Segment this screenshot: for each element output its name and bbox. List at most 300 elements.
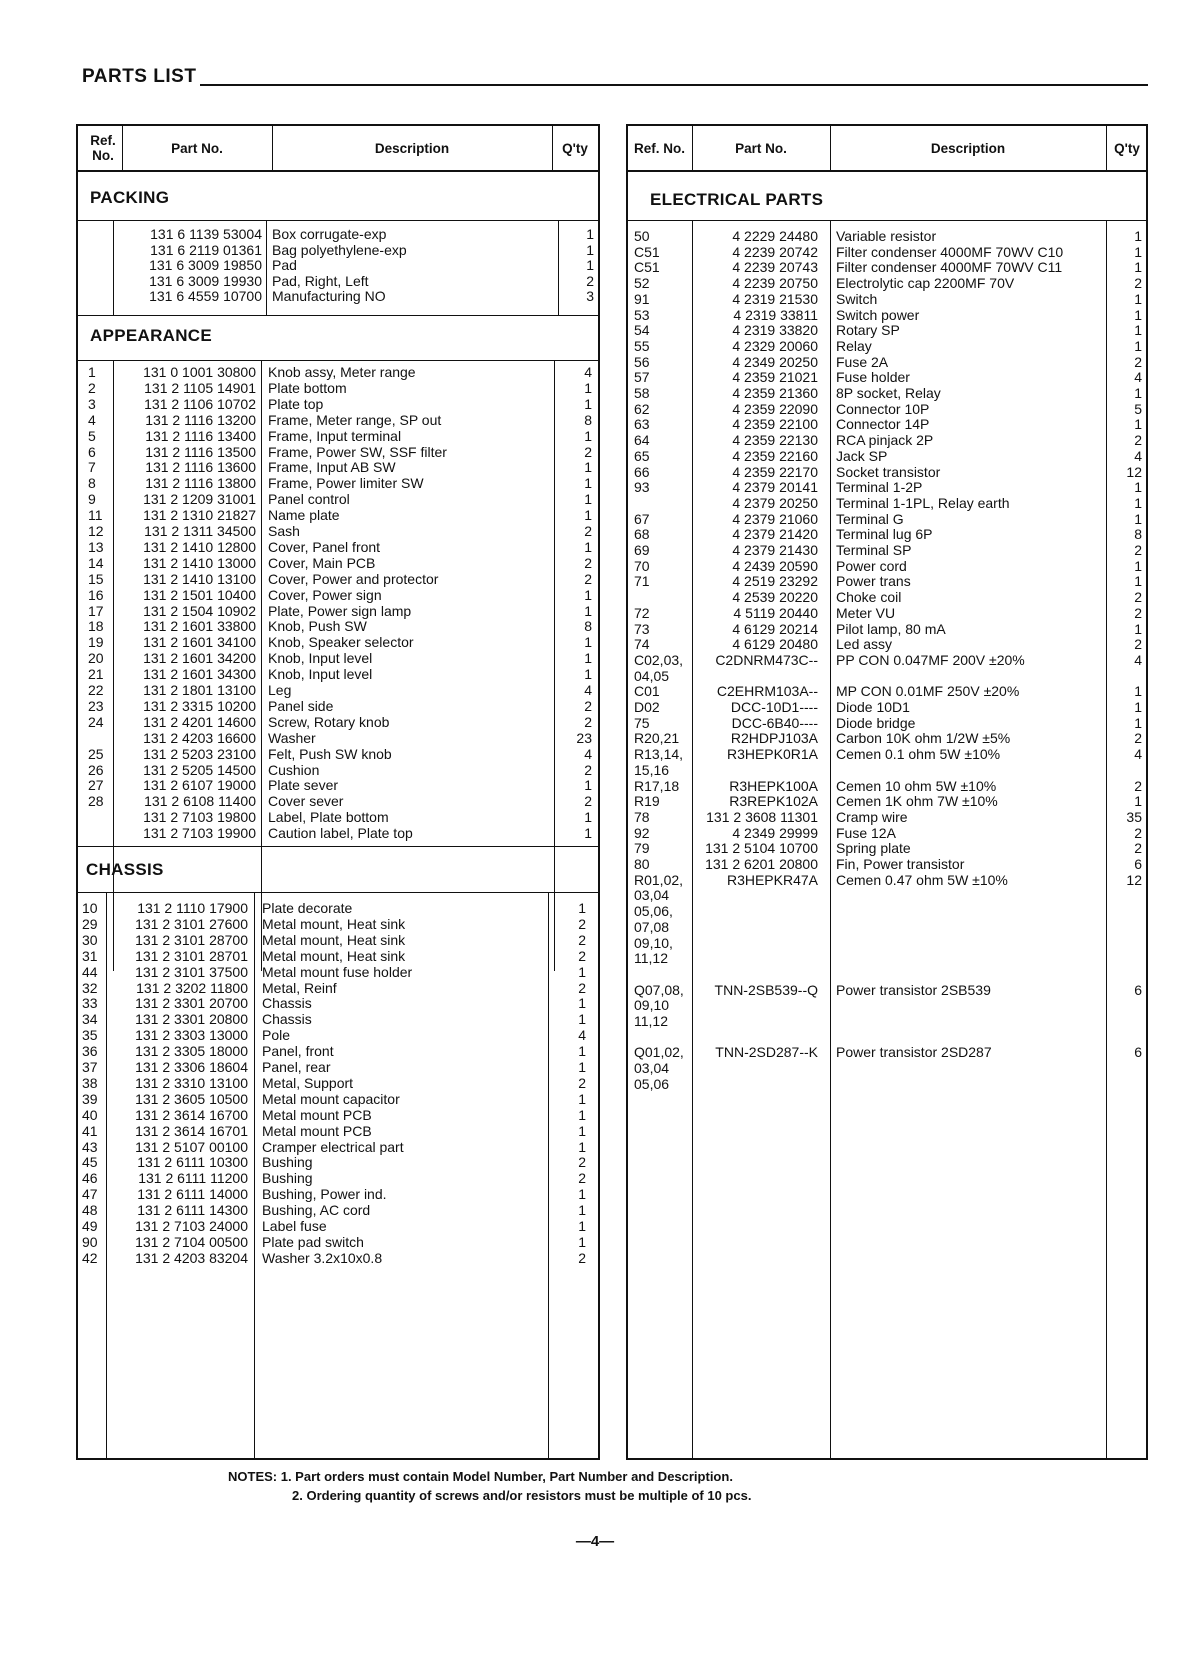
table-row <box>78 666 598 682</box>
ref-cell: 66 <box>634 463 650 480</box>
qty-cell: 1 <box>584 602 592 619</box>
qty-cell: 1 <box>1134 290 1142 307</box>
description-cell: Pole <box>262 1027 291 1044</box>
description-cell: Plate, Power sign lamp <box>268 602 412 619</box>
description-cell: Manufacturing NO <box>272 288 386 305</box>
part-no-cell: 4 2359 22130 <box>732 432 818 449</box>
description-cell: PP CON 0.047MF 200V ±20% <box>836 651 1025 668</box>
part-no-cell: 131 2 5104 10700 <box>705 840 818 857</box>
table-row <box>78 714 598 730</box>
table-row <box>78 555 598 571</box>
table-row <box>628 526 1146 542</box>
qty-cell: 8 <box>584 618 592 635</box>
table-row <box>78 730 598 746</box>
table-row <box>78 1123 598 1139</box>
part-no-cell: 131 2 3301 20700 <box>135 995 248 1012</box>
description-cell: Panel, front <box>262 1043 334 1060</box>
part-no-cell: 131 2 3101 28700 <box>135 931 248 948</box>
part-no-cell: 131 2 6108 11400 <box>144 793 256 810</box>
qty-cell: 2 <box>1134 824 1142 841</box>
qty-cell: 1 <box>578 1090 586 1107</box>
table-row <box>628 887 1146 903</box>
ref-cell: 03,04 <box>634 1060 670 1077</box>
ref-cell: 71 <box>634 573 650 590</box>
ref-cell: 07,08 <box>634 918 670 935</box>
qty-cell: 2 <box>1134 589 1142 606</box>
part-no-cell: 131 2 5203 23100 <box>143 745 256 762</box>
table-row <box>628 307 1146 323</box>
ref-cell: 10 <box>82 900 98 916</box>
part-no-cell: 131 2 1116 13200 <box>145 411 256 428</box>
ref-cell: 63 <box>634 416 650 433</box>
description-cell: Frame, Meter range, SP out <box>268 411 442 428</box>
description-cell: Plate sever <box>268 777 339 794</box>
ref-cell: 1 <box>88 364 96 380</box>
table-row <box>78 932 598 948</box>
qty-cell: 4 <box>584 364 592 380</box>
qty-cell: 2 <box>1134 730 1142 747</box>
table-row <box>78 257 598 273</box>
note-line-2: 2. Ordering quantity of screws and/or resistors must be multiple of 10 pcs. <box>292 1488 752 1503</box>
description-cell: Metal mount, Heat sink <box>262 915 406 932</box>
table-row <box>78 995 598 1011</box>
table-row <box>628 840 1146 856</box>
part-no-cell: 131 2 1116 13500 <box>145 443 256 460</box>
ref-cell: 15 <box>88 570 104 587</box>
qty-cell: 1 <box>1134 557 1142 574</box>
header-description: Description <box>374 140 450 156</box>
qty-cell: 23 <box>576 729 592 746</box>
description-cell: Plate pad switch <box>262 1233 364 1250</box>
part-no-cell: 4 6129 20480 <box>732 636 818 653</box>
ref-cell: 04,05 <box>634 667 670 684</box>
part-no-cell: TNN-2SB539--Q <box>714 981 818 998</box>
description-cell: Bushing, Power ind. <box>262 1186 387 1203</box>
table-row <box>628 935 1146 951</box>
qty-cell: 1 <box>1134 322 1142 339</box>
description-cell: Metal mount fuse holder <box>262 963 413 980</box>
table-row <box>78 587 598 603</box>
right-header-divider-1 <box>692 126 693 170</box>
description-cell: Cemen 10 ohm 5W ±10% <box>836 777 997 794</box>
table-row <box>78 980 598 996</box>
table-row <box>78 793 598 809</box>
ref-cell: 35 <box>82 1027 98 1044</box>
ref-cell: 79 <box>634 840 650 857</box>
qty-cell: 1 <box>578 995 586 1012</box>
part-no-cell: 131 2 1116 13800 <box>145 475 256 492</box>
table-row <box>78 1218 598 1234</box>
part-no-cell: 131 2 4203 16600 <box>143 729 256 746</box>
ref-cell: 19 <box>88 634 104 651</box>
part-no-cell: 4 2229 24480 <box>732 228 818 244</box>
description-cell: Bushing <box>262 1154 313 1171</box>
table-row <box>628 746 1146 762</box>
description-cell: Frame, Input terminal <box>268 427 402 444</box>
part-no-cell: 131 2 6111 10300 <box>137 1154 248 1171</box>
ref-cell: 48 <box>82 1202 98 1219</box>
part-no-cell: 4 2539 20220 <box>732 589 818 606</box>
part-no-cell: 131 2 1504 10902 <box>143 602 256 619</box>
description-cell: Led assy <box>836 636 893 653</box>
ref-cell: 05,06 <box>634 1075 670 1092</box>
qty-cell: 1 <box>584 586 592 603</box>
qty-cell: 1 <box>578 900 586 916</box>
ref-cell: R17,18 <box>634 777 680 794</box>
ref-cell: 23 <box>88 697 104 714</box>
section-electrical-parts: ELECTRICAL PARTS <box>650 190 824 209</box>
ref-cell: 72 <box>634 604 650 621</box>
table-row <box>628 589 1146 605</box>
table-row <box>628 244 1146 260</box>
ref-cell: C51 <box>634 243 660 260</box>
table-row <box>628 322 1146 338</box>
part-no-cell: 4 2359 21021 <box>732 369 818 386</box>
table-row <box>628 778 1146 794</box>
ref-cell: 90 <box>82 1233 98 1250</box>
table-row <box>78 226 598 242</box>
electrical-divider <box>628 220 1146 221</box>
packing-divider <box>78 220 598 221</box>
header-part-no: Part No. <box>735 140 787 156</box>
ref-cell: 14 <box>88 554 104 571</box>
part-no-cell: 131 6 3009 19930 <box>149 272 262 289</box>
ref-cell: Q01,02, <box>634 1044 684 1061</box>
table-row <box>78 603 598 619</box>
table-row <box>628 982 1146 998</box>
qty-cell: 2 <box>1134 840 1142 857</box>
qty-cell: 6 <box>1134 856 1142 872</box>
ref-cell: 2 <box>88 379 96 396</box>
table-row <box>78 288 598 304</box>
table-row <box>628 511 1146 527</box>
description-cell: Washer 3.2x10x0.8 <box>262 1249 383 1266</box>
part-no-cell: 131 2 1601 34100 <box>143 634 256 651</box>
table-row <box>628 573 1146 589</box>
chassis-divider <box>78 892 598 893</box>
table-row <box>628 730 1146 746</box>
qty-cell: 2 <box>578 931 586 948</box>
qty-cell: 1 <box>584 491 592 508</box>
qty-cell: 1 <box>1134 620 1142 637</box>
qty-cell: 2 <box>584 761 592 778</box>
qty-cell: 2 <box>584 697 592 714</box>
qty-cell: 1 <box>1134 385 1142 401</box>
description-cell: Box corrugate-exp <box>272 226 387 242</box>
description-cell: Panel side <box>268 697 334 714</box>
part-no-cell: 131 2 1601 34300 <box>143 666 256 683</box>
table-row <box>78 1186 598 1202</box>
description-cell: Panel, rear <box>262 1059 331 1075</box>
qty-cell: 2 <box>578 979 586 996</box>
ref-cell: 22 <box>88 682 104 698</box>
part-no-cell: 131 2 6111 14000 <box>137 1186 248 1203</box>
part-no-cell: 4 2439 20590 <box>732 557 818 574</box>
qty-cell: 1 <box>1134 714 1142 731</box>
description-cell: Fin, Power transistor <box>836 856 965 872</box>
part-no-cell: 131 2 5107 00100 <box>135 1138 248 1155</box>
part-no-cell: 131 2 3101 28701 <box>135 947 248 964</box>
ref-cell: 9 <box>88 491 96 508</box>
qty-cell: 1 <box>584 825 592 842</box>
qty-cell: 1 <box>584 475 592 492</box>
description-cell: Pilot lamp, 80 mA <box>836 620 946 637</box>
part-no-cell: 131 2 1410 13100 <box>143 570 256 587</box>
part-no-cell: R3HEPK100A <box>729 777 818 794</box>
part-no-cell: 131 6 1139 53004 <box>150 226 262 242</box>
qty-cell: 8 <box>584 411 592 428</box>
table-row <box>628 542 1146 558</box>
description-cell: Cramper electrical part <box>262 1138 404 1155</box>
qty-cell: 1 <box>1134 510 1142 527</box>
qty-cell: 1 <box>578 1122 586 1139</box>
qty-cell: 2 <box>1134 275 1142 292</box>
description-cell: Fuse 2A <box>836 353 889 370</box>
part-no-cell: 131 2 3310 13100 <box>135 1074 248 1091</box>
part-no-cell: 131 2 3614 16700 <box>135 1106 248 1123</box>
part-no-cell: 131 2 3301 20800 <box>135 1011 248 1028</box>
ref-cell: 6 <box>88 443 96 460</box>
ref-cell: 30 <box>82 931 98 948</box>
description-cell: Relay <box>836 337 872 354</box>
description-cell: Terminal lug 6P <box>836 526 933 543</box>
qty-cell: 6 <box>1134 1044 1142 1061</box>
qty-cell: 2 <box>1134 604 1142 621</box>
ref-cell: 47 <box>82 1186 98 1203</box>
table-row <box>628 385 1146 401</box>
qty-cell: 4 <box>584 745 592 762</box>
part-no-cell: 4 2239 20742 <box>732 243 818 260</box>
table-row <box>78 916 598 932</box>
table-row <box>628 228 1146 244</box>
part-no-cell: 4 2359 22160 <box>732 447 818 464</box>
ref-cell: 53 <box>634 306 650 323</box>
ref-cell: C01 <box>634 683 660 700</box>
description-cell: Label fuse <box>262 1218 327 1234</box>
description-cell: Variable resistor <box>836 228 937 244</box>
ref-cell: 73 <box>634 620 650 637</box>
table-row <box>78 1091 598 1107</box>
description-cell: 8P socket, Relay <box>836 385 941 401</box>
description-cell: Meter VU <box>836 604 896 621</box>
part-no-cell: 131 2 3202 11800 <box>136 979 248 996</box>
table-row <box>628 605 1146 621</box>
qty-cell: 4 <box>578 1027 586 1044</box>
part-no-cell: 131 2 1209 31001 <box>143 491 256 508</box>
part-no-cell: 4 2379 21060 <box>732 510 818 527</box>
description-cell: Filter condenser 4000MF 70WV C11 <box>836 259 1063 276</box>
ref-cell: 70 <box>634 557 650 574</box>
table-row <box>78 1250 598 1266</box>
qty-cell: 1 <box>578 1186 586 1203</box>
description-cell: Connector 14P <box>836 416 930 433</box>
part-no-cell: C2DNRM473C-- <box>715 651 818 668</box>
qty-cell: 1 <box>1134 228 1142 244</box>
table-row <box>78 1202 598 1218</box>
description-cell: Metal, Support <box>262 1074 354 1091</box>
qty-cell: 1 <box>578 1202 586 1219</box>
qty-cell: 1 <box>1134 479 1142 496</box>
description-cell: RCA pinjack 2P <box>836 432 934 449</box>
qty-cell: 35 <box>1126 808 1142 825</box>
description-cell: Power transistor 2SD287 <box>836 1044 992 1061</box>
right-header-divider-3 <box>1106 126 1107 170</box>
ref-cell: 12 <box>88 523 104 539</box>
ref-cell: R20,21 <box>634 730 680 747</box>
qty-cell: 4 <box>1134 447 1142 464</box>
ref-cell: 80 <box>634 856 650 872</box>
qty-cell: 1 <box>1134 494 1142 511</box>
part-no-cell: 131 2 1311 34500 <box>144 523 256 539</box>
table-row <box>628 652 1146 668</box>
description-cell: Knob, Speaker selector <box>268 634 414 651</box>
ref-cell: 67 <box>634 510 650 527</box>
part-no-cell: 4 2379 21430 <box>732 542 818 558</box>
ref-cell: 55 <box>634 337 650 354</box>
description-cell: Diode bridge <box>836 714 916 731</box>
part-no-cell: 131 2 3101 37500 <box>135 963 248 980</box>
ref-cell: 15,16 <box>634 761 670 778</box>
description-cell: Plate decorate <box>262 900 353 916</box>
part-no-cell: 131 2 7104 00500 <box>135 1233 248 1250</box>
description-cell: Power trans <box>836 573 911 590</box>
ref-cell: 09,10 <box>634 997 670 1014</box>
part-no-cell: 4 2319 33820 <box>732 322 818 339</box>
part-no-cell: 131 6 2119 01361 <box>150 241 262 258</box>
part-no-cell: 131 2 7103 19900 <box>143 825 256 842</box>
table-row <box>78 682 598 698</box>
part-no-cell: 131 2 4203 83204 <box>135 1249 248 1266</box>
ref-cell: 28 <box>88 793 104 810</box>
table-row <box>78 809 598 825</box>
table-row <box>78 396 598 412</box>
ref-cell: 26 <box>88 761 104 778</box>
part-no-cell: 4 2239 20750 <box>732 275 818 292</box>
qty-cell: 1 <box>586 241 594 258</box>
ref-cell: 44 <box>82 963 98 980</box>
qty-cell: 6 <box>1134 981 1142 998</box>
qty-cell: 1 <box>584 809 592 826</box>
part-no-cell: R3HEPKR47A <box>726 871 818 888</box>
ref-cell: 78 <box>634 808 650 825</box>
header-qty: Q'ty <box>562 140 588 156</box>
ref-cell: 34 <box>82 1011 98 1028</box>
table-row <box>628 1044 1146 1060</box>
table-row <box>78 507 598 523</box>
qty-cell: 1 <box>1134 306 1142 323</box>
qty-cell: 4 <box>1134 369 1142 386</box>
table-row <box>78 1043 598 1059</box>
description-cell: Label, Plate bottom <box>268 809 389 826</box>
qty-cell: 1 <box>578 1218 586 1234</box>
part-no-cell: 131 2 3306 18604 <box>135 1059 248 1075</box>
qty-cell: 1 <box>586 226 594 242</box>
table-row <box>628 919 1146 935</box>
table-row <box>78 698 598 714</box>
qty-cell: 1 <box>578 1106 586 1123</box>
ref-cell: 16 <box>88 586 104 603</box>
part-no-cell: 131 2 3614 16701 <box>135 1122 248 1139</box>
ref-cell: 69 <box>634 542 650 558</box>
left-header-divider-1 <box>122 126 123 170</box>
description-cell: Sash <box>268 523 300 539</box>
part-no-cell: 131 2 1601 34200 <box>143 650 256 667</box>
table-row <box>628 291 1146 307</box>
table-row <box>78 523 598 539</box>
ref-cell: 4 <box>88 411 96 428</box>
part-no-cell: 131 2 3608 11301 <box>706 808 818 825</box>
ref-cell: 62 <box>634 400 650 417</box>
table-row <box>78 948 598 964</box>
table-row <box>628 636 1146 652</box>
description-cell: Cover, Panel front <box>268 538 381 555</box>
description-cell: Leg <box>268 682 292 698</box>
description-cell: Cushion <box>268 761 320 778</box>
table-row <box>78 650 598 666</box>
qty-cell: 5 <box>1134 400 1142 417</box>
qty-cell: 3 <box>586 288 594 305</box>
qty-cell: 1 <box>1134 259 1142 276</box>
qty-cell: 4 <box>1134 651 1142 668</box>
part-no-cell: 4 2319 21530 <box>732 290 818 307</box>
header-qty: Q'ty <box>1114 140 1140 156</box>
ref-cell: 7 <box>88 459 96 476</box>
part-no-cell: 131 6 4559 10700 <box>149 288 262 305</box>
table-row <box>78 273 598 289</box>
qty-cell: 2 <box>584 793 592 810</box>
table-row <box>78 242 598 258</box>
left-header-divider-3 <box>552 126 553 170</box>
description-cell: Chassis <box>262 1011 312 1028</box>
qty-cell: 12 <box>1126 463 1142 480</box>
table-row <box>628 464 1146 480</box>
part-no-cell: 4 2379 21420 <box>732 526 818 543</box>
ref-cell: 65 <box>634 447 650 464</box>
ref-cell: 25 <box>88 745 104 762</box>
table-row <box>628 793 1146 809</box>
part-no-cell: 4 2519 23292 <box>732 573 818 590</box>
description-cell: Name plate <box>268 507 340 524</box>
table-row <box>628 825 1146 841</box>
part-no-cell: 131 2 3315 10200 <box>143 697 256 714</box>
table-row <box>78 1139 598 1155</box>
table-row <box>628 809 1146 825</box>
qty-cell: 1 <box>584 395 592 412</box>
qty-cell: 1 <box>578 1233 586 1250</box>
table-row <box>628 338 1146 354</box>
table-row <box>78 444 598 460</box>
qty-cell: 2 <box>578 1154 586 1171</box>
ref-cell: 64 <box>634 432 650 449</box>
qty-cell: 2 <box>578 1074 586 1091</box>
description-cell: Switch <box>836 290 878 307</box>
description-cell: Bushing, AC cord <box>262 1202 371 1219</box>
description-cell: Metal mount, Heat sink <box>262 947 406 964</box>
part-no-cell: 4 5119 20440 <box>733 604 818 621</box>
header-ref-no: Ref. No. <box>634 140 686 156</box>
description-cell: Cemen 0.1 ohm 5W ±10% <box>836 746 1001 763</box>
description-cell: Bag polyethylene-exp <box>272 241 407 258</box>
part-no-cell: TNN-2SD287--K <box>715 1044 818 1061</box>
table-row <box>78 571 598 587</box>
description-cell: Caution label, Plate top <box>268 825 413 842</box>
qty-cell: 1 <box>584 427 592 444</box>
part-no-cell: 131 2 3305 18000 <box>135 1043 248 1060</box>
ref-cell: 5 <box>88 427 96 444</box>
part-no-cell: 131 2 1106 10702 <box>144 395 256 412</box>
table-row <box>628 715 1146 731</box>
qty-cell: 1 <box>586 257 594 274</box>
